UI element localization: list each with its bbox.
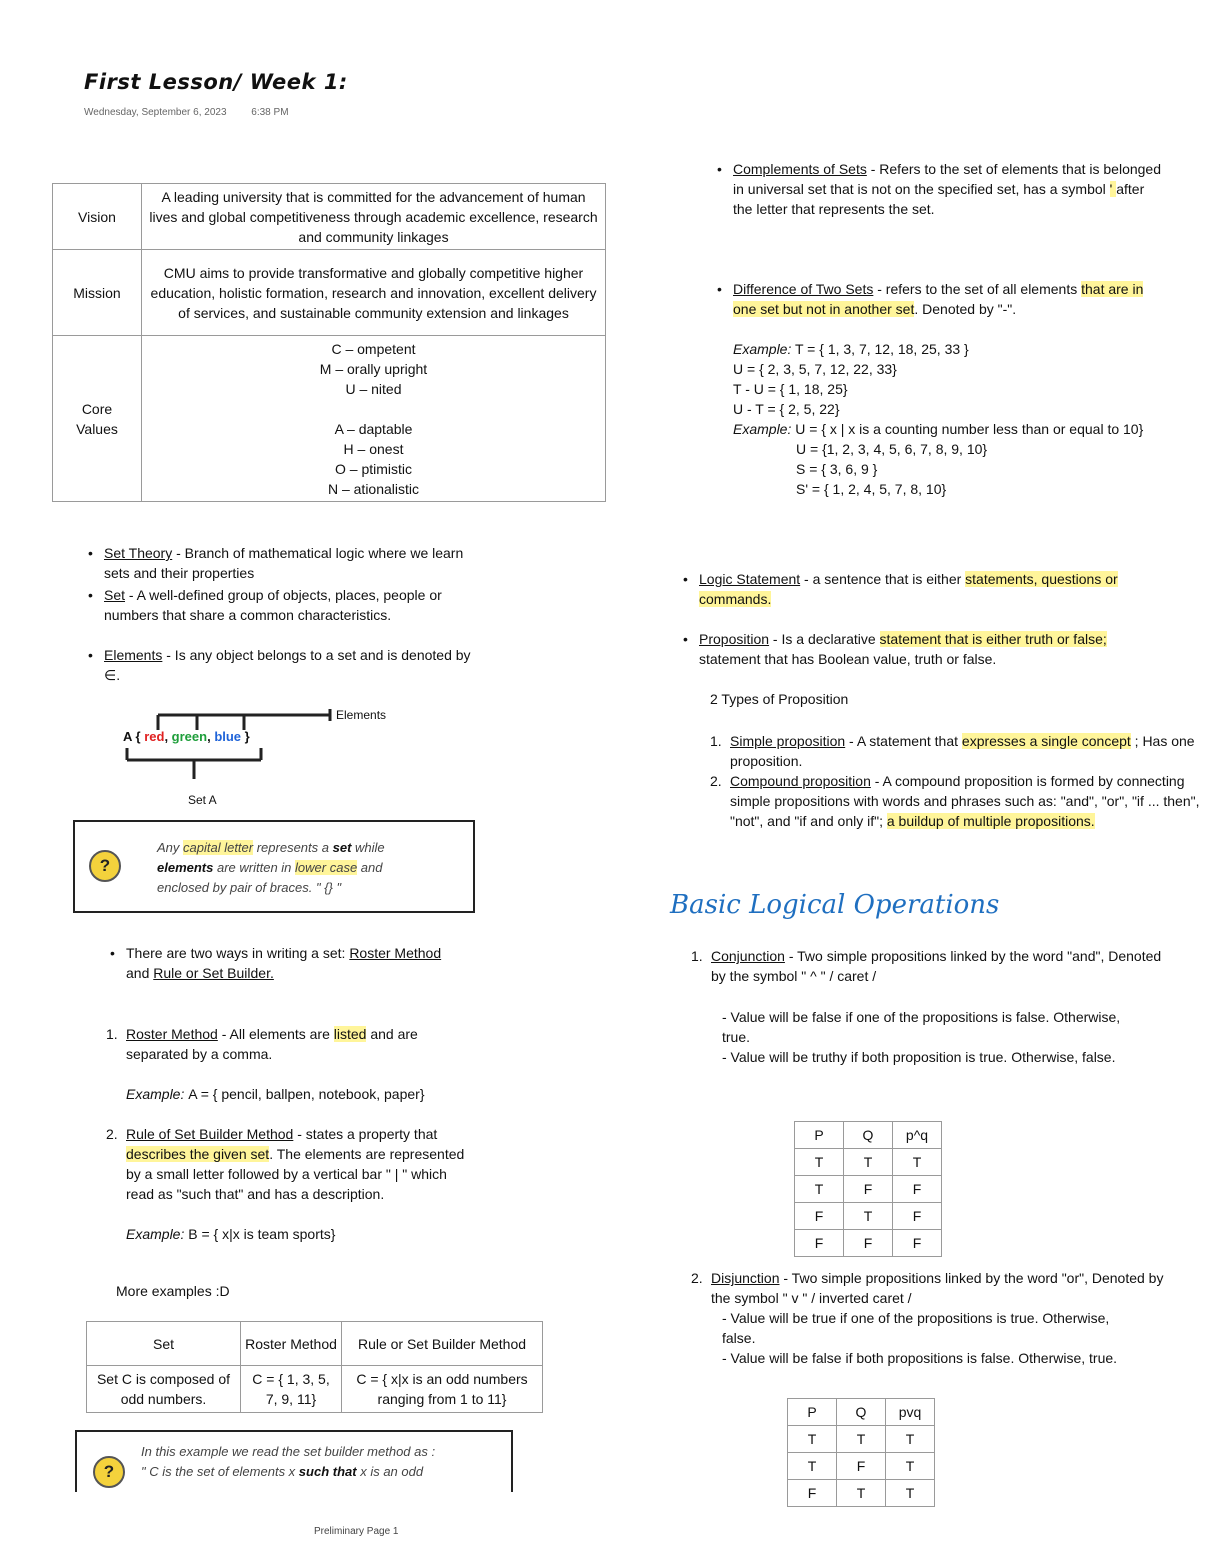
callout-part: " C is the set of elements x <box>141 1464 299 1479</box>
list-item <box>710 731 1210 771</box>
list-item <box>691 946 1171 986</box>
element-red: red <box>144 729 165 744</box>
conjunction-item <box>691 946 1171 986</box>
example-label: Example: <box>733 421 792 437</box>
example-line: T - U = { 1, 18, 25} <box>733 381 848 397</box>
term: Disjunction <box>711 1270 780 1286</box>
callout-highlight: lower case <box>295 860 358 875</box>
core-label-line1: Core <box>81 400 113 417</box>
more-examples-label: More examples :D <box>116 1283 230 1299</box>
callout-part: and <box>357 860 383 875</box>
text: and <box>126 965 154 981</box>
column-header: Q <box>837 1399 886 1426</box>
table-cell: T <box>788 1453 837 1480</box>
table-cell: T <box>795 1149 844 1176</box>
item-number: 2. <box>710 773 722 789</box>
element-green: green <box>171 729 208 744</box>
core-label-line2: Values <box>76 420 118 437</box>
element-blue: blue <box>214 729 242 744</box>
term: Elements <box>104 647 163 663</box>
text: - Is a declarative <box>769 631 880 647</box>
callout-bold: set <box>332 840 352 855</box>
column-header: Roster Method <box>241 1322 342 1366</box>
example-line: U - T = { 2, 5, 22} <box>733 401 840 417</box>
text: - Refers to the set of elements that is belonged in universal set that is not on the specified set, has a symbol <box>733 161 1162 197</box>
term: Proposition <box>699 631 770 647</box>
callout-bold: such that <box>298 1464 357 1479</box>
table-cell: T <box>893 1149 942 1176</box>
mission-text: CMU aims to provide transformative and globally competitive higher education, holistic formation, research and innovation, excellent delivery of services, and sustainable community extension and linkages <box>142 250 606 336</box>
table-cell: C = { 1, 3, 5, 7, 9, 11} <box>241 1366 342 1413</box>
example-text: U = { x | x is a counting number less than or equal to 10} <box>791 421 1144 437</box>
core-value: U – nited <box>345 380 402 397</box>
item-number: 1. <box>710 733 722 749</box>
text: - All elements are <box>217 1026 334 1042</box>
example-text: T = { 1, 3, 7, 12, 18, 25, 33 } <box>791 341 969 357</box>
text: - refers to the set of all elements <box>873 281 1082 297</box>
disjunction-table-clip <box>786 1397 940 1501</box>
item-number: 2. <box>691 1270 703 1286</box>
list-item <box>733 159 1163 219</box>
text: - states a property that <box>293 1126 438 1142</box>
core-value: H – onest <box>343 440 404 457</box>
table-cell: C = { x|x is an odd numbers ranging from 1 to 11} <box>342 1366 543 1413</box>
callout-part: Any <box>157 840 184 855</box>
table-cell: Set C is composed of odd numbers. <box>87 1366 241 1413</box>
vmv-table <box>52 183 606 502</box>
vision-label: Vision <box>53 184 142 250</box>
set-suffix: } <box>241 729 250 744</box>
column-header: Q <box>844 1122 893 1149</box>
core-value: M – orally upright <box>319 360 428 377</box>
highlight: describes the given set <box>126 1146 270 1162</box>
conjunction-notes <box>722 1007 1142 1067</box>
callout-part: enclosed by pair of braces. " {} " <box>157 880 342 895</box>
example-line: U = { 2, 3, 5, 7, 12, 22, 33} <box>733 361 897 377</box>
term: Logic Statement <box>699 571 801 587</box>
section-heading: Basic Logical Operations <box>670 890 1000 920</box>
text: and are separated by a comma. <box>126 1026 418 1062</box>
example-line: S = { 3, 6, 9 } <box>796 461 878 477</box>
callout-bold: elements <box>157 860 214 875</box>
text: . Denoted by "-". <box>914 301 1017 317</box>
list-item <box>106 1024 476 1064</box>
table-cell: T <box>837 1480 886 1507</box>
list-item <box>104 543 484 583</box>
text: - a sentence that is either <box>800 571 966 587</box>
set-notation: A { red, green, blue } <box>123 729 250 744</box>
note-line: - Value will be truthy if both proposition is true. Otherwise, false. <box>722 1049 1116 1065</box>
table-cell: F <box>795 1203 844 1230</box>
two-ways-list <box>106 943 456 983</box>
callout-part: x is an odd <box>356 1464 424 1479</box>
page-footer: Preliminary Page 1 <box>314 1526 399 1537</box>
table-cell: F <box>795 1230 844 1257</box>
column-header: P <box>788 1399 837 1426</box>
callout-part: are written in <box>213 860 296 875</box>
term: Compound proposition <box>730 773 871 789</box>
table-cell: F <box>893 1203 942 1230</box>
conjunction-truth-table <box>794 1121 942 1257</box>
disjunction-item <box>691 1268 1171 1308</box>
page-title: First Lesson/ Week 1: <box>84 70 348 94</box>
list-item <box>104 645 484 685</box>
table-cell: F <box>788 1480 837 1507</box>
definition: - Is any object belongs to a set and is denoted by ∈. <box>104 647 471 683</box>
disjunction-notes <box>722 1308 1142 1368</box>
list-item <box>710 771 1210 831</box>
text: . The elements are represented by a small letter followed by a vertical bar " | " which read as "such that" and has a description. <box>126 1146 465 1202</box>
text: ; Has one proposition. <box>730 733 1195 769</box>
list-item <box>699 569 1169 609</box>
highlight: listed <box>333 1026 367 1042</box>
table-cell: T <box>837 1426 886 1453</box>
callout-part: In this example we read the set builder method as : <box>141 1444 436 1459</box>
term: Difference of Two Sets <box>733 281 874 297</box>
vision-text: A leading university that is committed for the advancement of human lives and global competitiveness through academic excellence, research and community linkages <box>142 184 606 250</box>
term: Roster Method <box>126 1026 218 1042</box>
item-number: 1. <box>691 948 703 964</box>
highlight: statements, questions or commands. <box>699 571 1118 607</box>
set-examples-table <box>86 1321 543 1413</box>
mission-label: Mission <box>53 250 142 336</box>
logic-list <box>679 569 1169 669</box>
date-text: Wednesday, September 6, 2023 <box>84 107 227 118</box>
example-label: Example: <box>126 1226 185 1242</box>
question-icon: ? <box>93 1456 125 1488</box>
column-header: P <box>795 1122 844 1149</box>
definition: - Branch of mathematical logic where we learn sets and their properties <box>104 545 464 581</box>
highlight: statement that is either truth or false; <box>879 631 1107 647</box>
item-number: 2. <box>106 1126 118 1142</box>
example-line <box>126 1084 476 1104</box>
term: Set Theory <box>104 545 173 561</box>
example-text: B = { x|x is team sports} <box>184 1226 336 1242</box>
text: statement that has Boolean value, truth or false. <box>699 651 997 667</box>
list-item <box>691 1268 1171 1308</box>
text: - A statement that <box>845 733 962 749</box>
example-line: U = {1, 2, 3, 4, 5, 6, 7, 8, 9, 10} <box>796 441 988 457</box>
note-line: - Value will be false if one of the propositions is false. Otherwise, true. <box>722 1009 1121 1045</box>
elements-label: Elements <box>336 708 387 722</box>
core-value: C – ompetent <box>331 340 416 357</box>
set-a-label: Set A <box>188 793 217 807</box>
disjunction-truth-table <box>787 1398 935 1507</box>
table-cell: F <box>893 1230 942 1257</box>
set-operations-list <box>713 159 1163 499</box>
highlight: that are in one set but not in another set <box>733 281 1144 317</box>
set-prefix: A { <box>123 729 145 744</box>
example-line <box>126 1224 476 1244</box>
note-line: - Value will be true if one of the propositions is true. Otherwise, false. <box>722 1310 1110 1346</box>
proposition-types-list <box>710 731 1210 831</box>
term: Set <box>104 587 126 603</box>
text: - Two simple propositions linked by the word "and", Denoted by the symbol " ^ " / caret / <box>711 948 1162 984</box>
text: after the letter that represents the set. <box>733 181 1145 217</box>
term: Roster Method <box>349 945 442 961</box>
set-definitions-list <box>84 543 484 685</box>
table-cell: T <box>788 1426 837 1453</box>
example-line <box>733 419 1163 439</box>
term: Conjunction <box>711 948 785 964</box>
example-text: A = { pencil, ballpen, notebook, paper} <box>188 1086 425 1102</box>
table-cell: T <box>844 1149 893 1176</box>
text: - A compound proposition is formed by connecting simple propositions with words and phrases such as: "and", "or", "if ... then", "not", and "if and only if"; <box>730 773 1200 829</box>
callout-part: represents a <box>253 840 333 855</box>
term: Simple proposition <box>730 733 846 749</box>
question-icon: ? <box>89 850 121 882</box>
callout-text <box>141 1442 511 1482</box>
highlight: a buildup of multiple propositions. <box>886 813 1095 829</box>
table-cell: T <box>886 1453 935 1480</box>
table-cell: F <box>844 1176 893 1203</box>
types-heading: 2 Types of Proposition <box>710 691 849 707</box>
core-value: A – daptable <box>334 420 413 437</box>
core-values-list <box>142 336 606 502</box>
note-callout-2 <box>75 1430 513 1492</box>
page-date <box>84 107 311 118</box>
methods-list <box>106 1024 476 1244</box>
note-line: - Value will be false if both propositions is false. Otherwise, true. <box>722 1350 1118 1366</box>
callout-highlight: capital letter <box>183 840 254 855</box>
term: Rule of Set Builder Method <box>126 1126 294 1142</box>
list-item <box>106 1124 476 1204</box>
core-value: N – ationalistic <box>327 480 420 497</box>
list-item <box>699 629 1169 669</box>
note-callout <box>73 820 475 913</box>
example-label: Example: <box>733 341 792 357</box>
time-text: 6:38 PM <box>251 107 289 118</box>
table-cell: F <box>844 1230 893 1257</box>
core-value: O – ptimistic <box>334 460 412 477</box>
list-item <box>126 943 456 983</box>
table-cell: T <box>795 1176 844 1203</box>
table-cell: F <box>837 1453 886 1480</box>
table-cell: F <box>893 1176 942 1203</box>
item-number: 1. <box>106 1026 118 1042</box>
table-cell: T <box>844 1203 893 1230</box>
callout-text <box>157 838 457 898</box>
callout-part: while <box>351 840 385 855</box>
definition: - A well-defined group of objects, places, people or numbers that share a common characteristics. <box>104 587 442 623</box>
highlight: expresses a single concept <box>961 733 1131 749</box>
column-header: Rule or Set Builder Method <box>342 1322 543 1366</box>
column-header: Set <box>87 1322 241 1366</box>
term: Complements of Sets <box>733 161 867 177</box>
text: - Two simple propositions linked by the word "or", Denoted by the symbol " v " / inverted caret / <box>711 1270 1164 1306</box>
highlight: ' <box>1109 181 1117 197</box>
text: There are two ways in writing a set: <box>126 945 350 961</box>
list-item <box>104 585 484 625</box>
core-values-label <box>53 336 142 502</box>
table-cell: T <box>886 1480 935 1507</box>
term: Rule or Set Builder. <box>153 965 274 981</box>
example-label: Example: <box>126 1086 189 1102</box>
table-cell: T <box>886 1426 935 1453</box>
list-item <box>733 279 1163 319</box>
column-header: pvq <box>886 1399 935 1426</box>
example-line: S' = { 1, 2, 4, 5, 7, 8, 10} <box>796 481 947 497</box>
example-line <box>733 339 1163 359</box>
column-header: p^q <box>893 1122 942 1149</box>
